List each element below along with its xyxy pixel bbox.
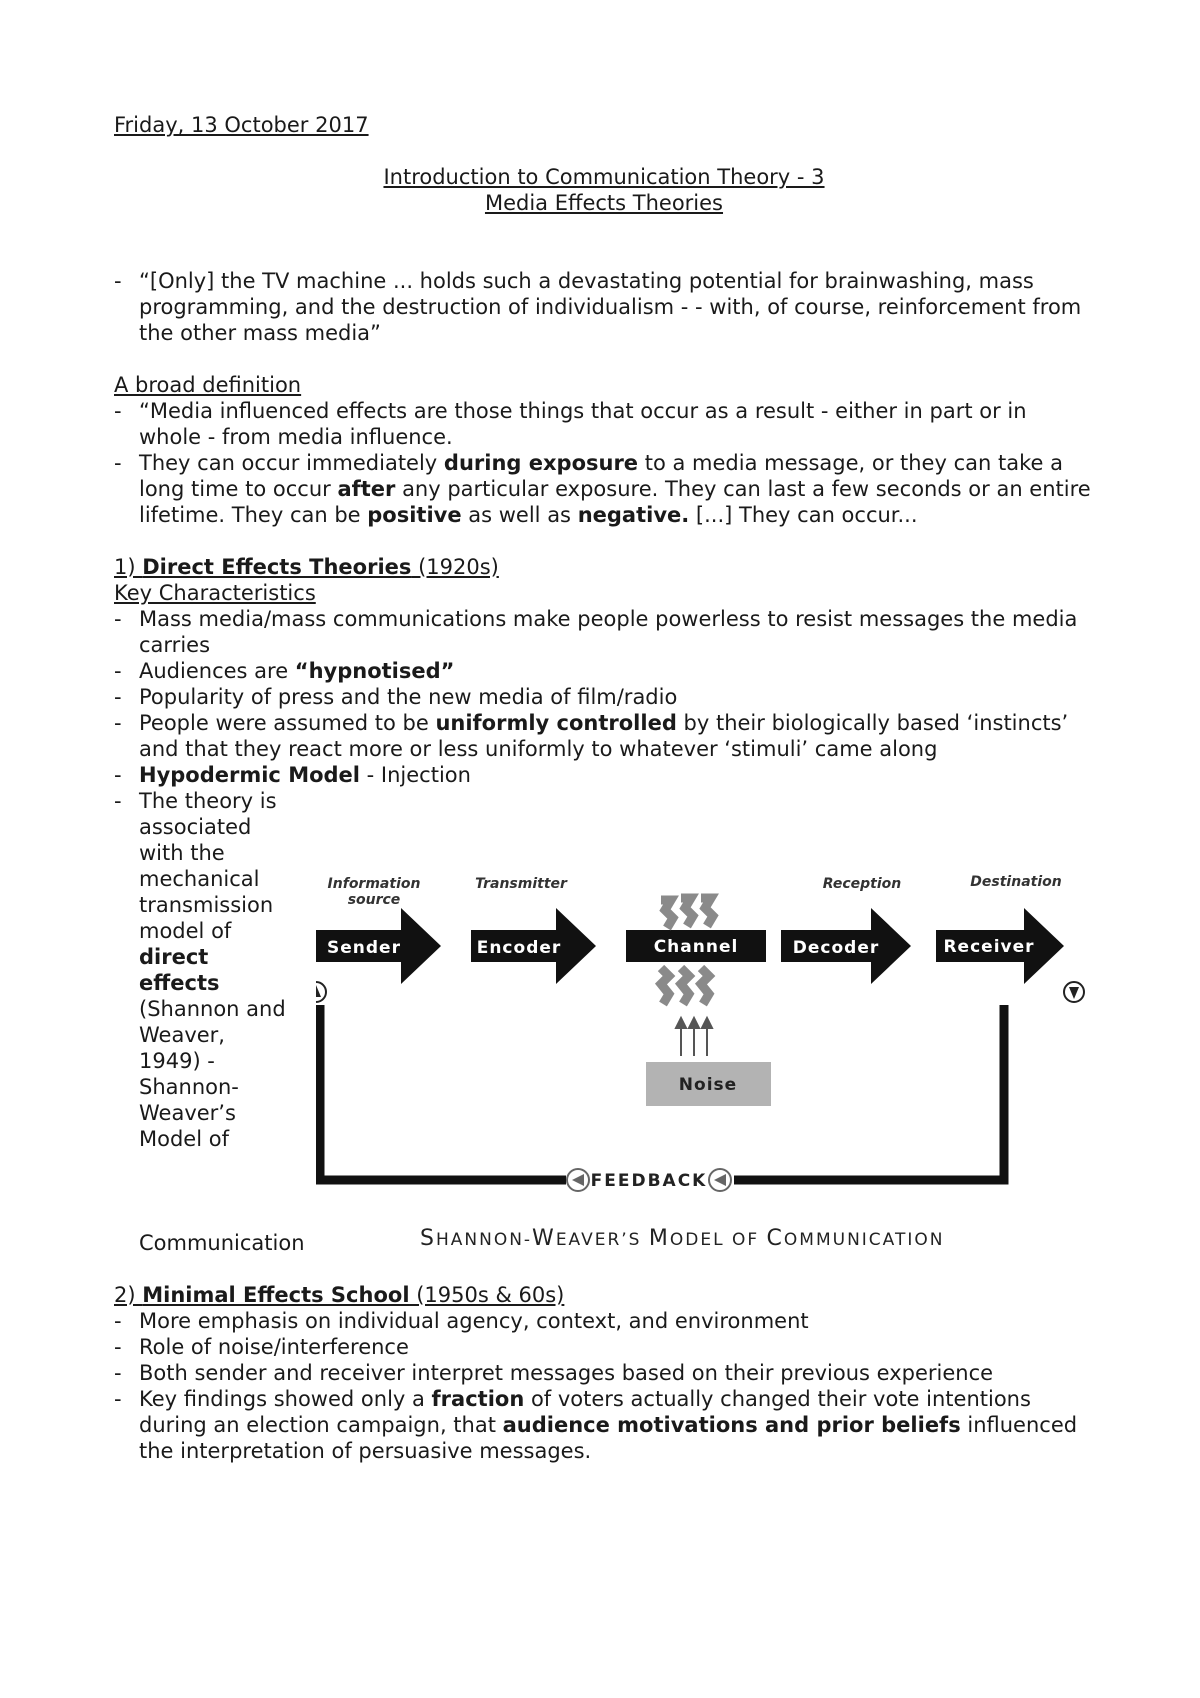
diagram-label-source: source bbox=[347, 892, 401, 908]
list-item: - Both sender and receiver interpret messages based on their previous experience bbox=[114, 1360, 1094, 1386]
feedback-right-arrow-icon bbox=[709, 1169, 731, 1191]
noise-arrows-icon bbox=[676, 1018, 712, 1056]
doc-title: Introduction to Communication Theory - 3 bbox=[383, 165, 825, 189]
list-item-continuation: Communication bbox=[139, 1231, 305, 1255]
feedback-left-arrow-icon bbox=[567, 1169, 589, 1191]
diagram-label: Transmitter bbox=[475, 876, 567, 892]
decoder-label: Decoder bbox=[792, 938, 880, 958]
feedback-label: FEEDBACK bbox=[590, 1171, 708, 1191]
list-item: - Hypodermic Model - Injection bbox=[114, 762, 1094, 788]
doc-subtitle: Media Effects Theories bbox=[484, 191, 724, 215]
diagram-label bbox=[328, 876, 421, 892]
noise-label: Noise bbox=[678, 1075, 738, 1095]
sender-feedback-icon bbox=[316, 982, 326, 1002]
list-item: - Role of noise/interference bbox=[114, 1334, 1094, 1360]
section-heading: 2) Minimal Effects School (1950s & 60s) bbox=[114, 1283, 565, 1307]
broad-definition-item: - “Media influenced effects are those things that occur as a result - either in part or in whole - from media influence. bbox=[114, 398, 1094, 450]
section-heading: 1) Direct Effects Theories (1920s) bbox=[114, 555, 499, 579]
sender-label: Sender bbox=[327, 938, 401, 958]
channel-label: Channel bbox=[653, 937, 739, 957]
list-item: - Key findings showed only a fraction of voters actually changed their vote intentions during an election campaign, that audience motivations and prior beliefs influenced the interpretation of persuasive messages. bbox=[114, 1386, 1094, 1464]
diagram-title: SHANNON-WEAVER’S MODEL OF COMMUNICATION bbox=[420, 1226, 945, 1251]
list-item: - Popularity of press and the new media of film/radio bbox=[114, 684, 1094, 710]
broad-definition-item: - They can occur immediately during exposure to a media message, or they can take a long time to occur after any particular exposure. They can last a few seconds or an entire lifetime. They can be positive as well as negative. [...] They can occur... bbox=[114, 450, 1094, 528]
diagram-label: Destination bbox=[970, 874, 1062, 890]
diagram-label: Reception bbox=[822, 876, 902, 892]
date: Friday, 13 October 2017 bbox=[114, 113, 369, 137]
list-item: - Audiences are “hypnotised” bbox=[114, 658, 1094, 684]
shannon-weaver-diagram bbox=[316, 868, 1116, 1258]
list-item: - Mass media/mass communications make people powerless to resist messages the media carries bbox=[114, 606, 1094, 658]
receiver-label: Receiver bbox=[943, 937, 1035, 957]
encoder-label: Encoder bbox=[476, 938, 562, 958]
key-characteristics-heading: Key Characteristics bbox=[114, 581, 316, 605]
opening-quote: - “[Only] the TV machine ... holds such a devastating potential for brainwashing, mass programming, and the destruction of individualism - - with, of course, reinforcement from the other mass media” bbox=[114, 268, 1094, 346]
diagram-label-information: Information bbox=[327, 876, 421, 892]
broad-definition-heading: A broad definition bbox=[114, 373, 302, 397]
list-item: - The theory is associated with the mechanical transmission model of direct effects (Shannon and Weaver, 1949) - Shannon-Weaver’s Model of bbox=[114, 788, 1094, 1152]
receiver-feedback-icon bbox=[1064, 982, 1084, 1002]
list-item: - People were assumed to be uniformly controlled by their biologically based ‘instincts’ and that they react more or less uniformly to whatever ‘stimuli’ came along bbox=[114, 710, 1094, 762]
list-item: - More emphasis on individual agency, context, and environment bbox=[114, 1308, 1094, 1334]
document-page bbox=[114, 112, 1094, 1464]
